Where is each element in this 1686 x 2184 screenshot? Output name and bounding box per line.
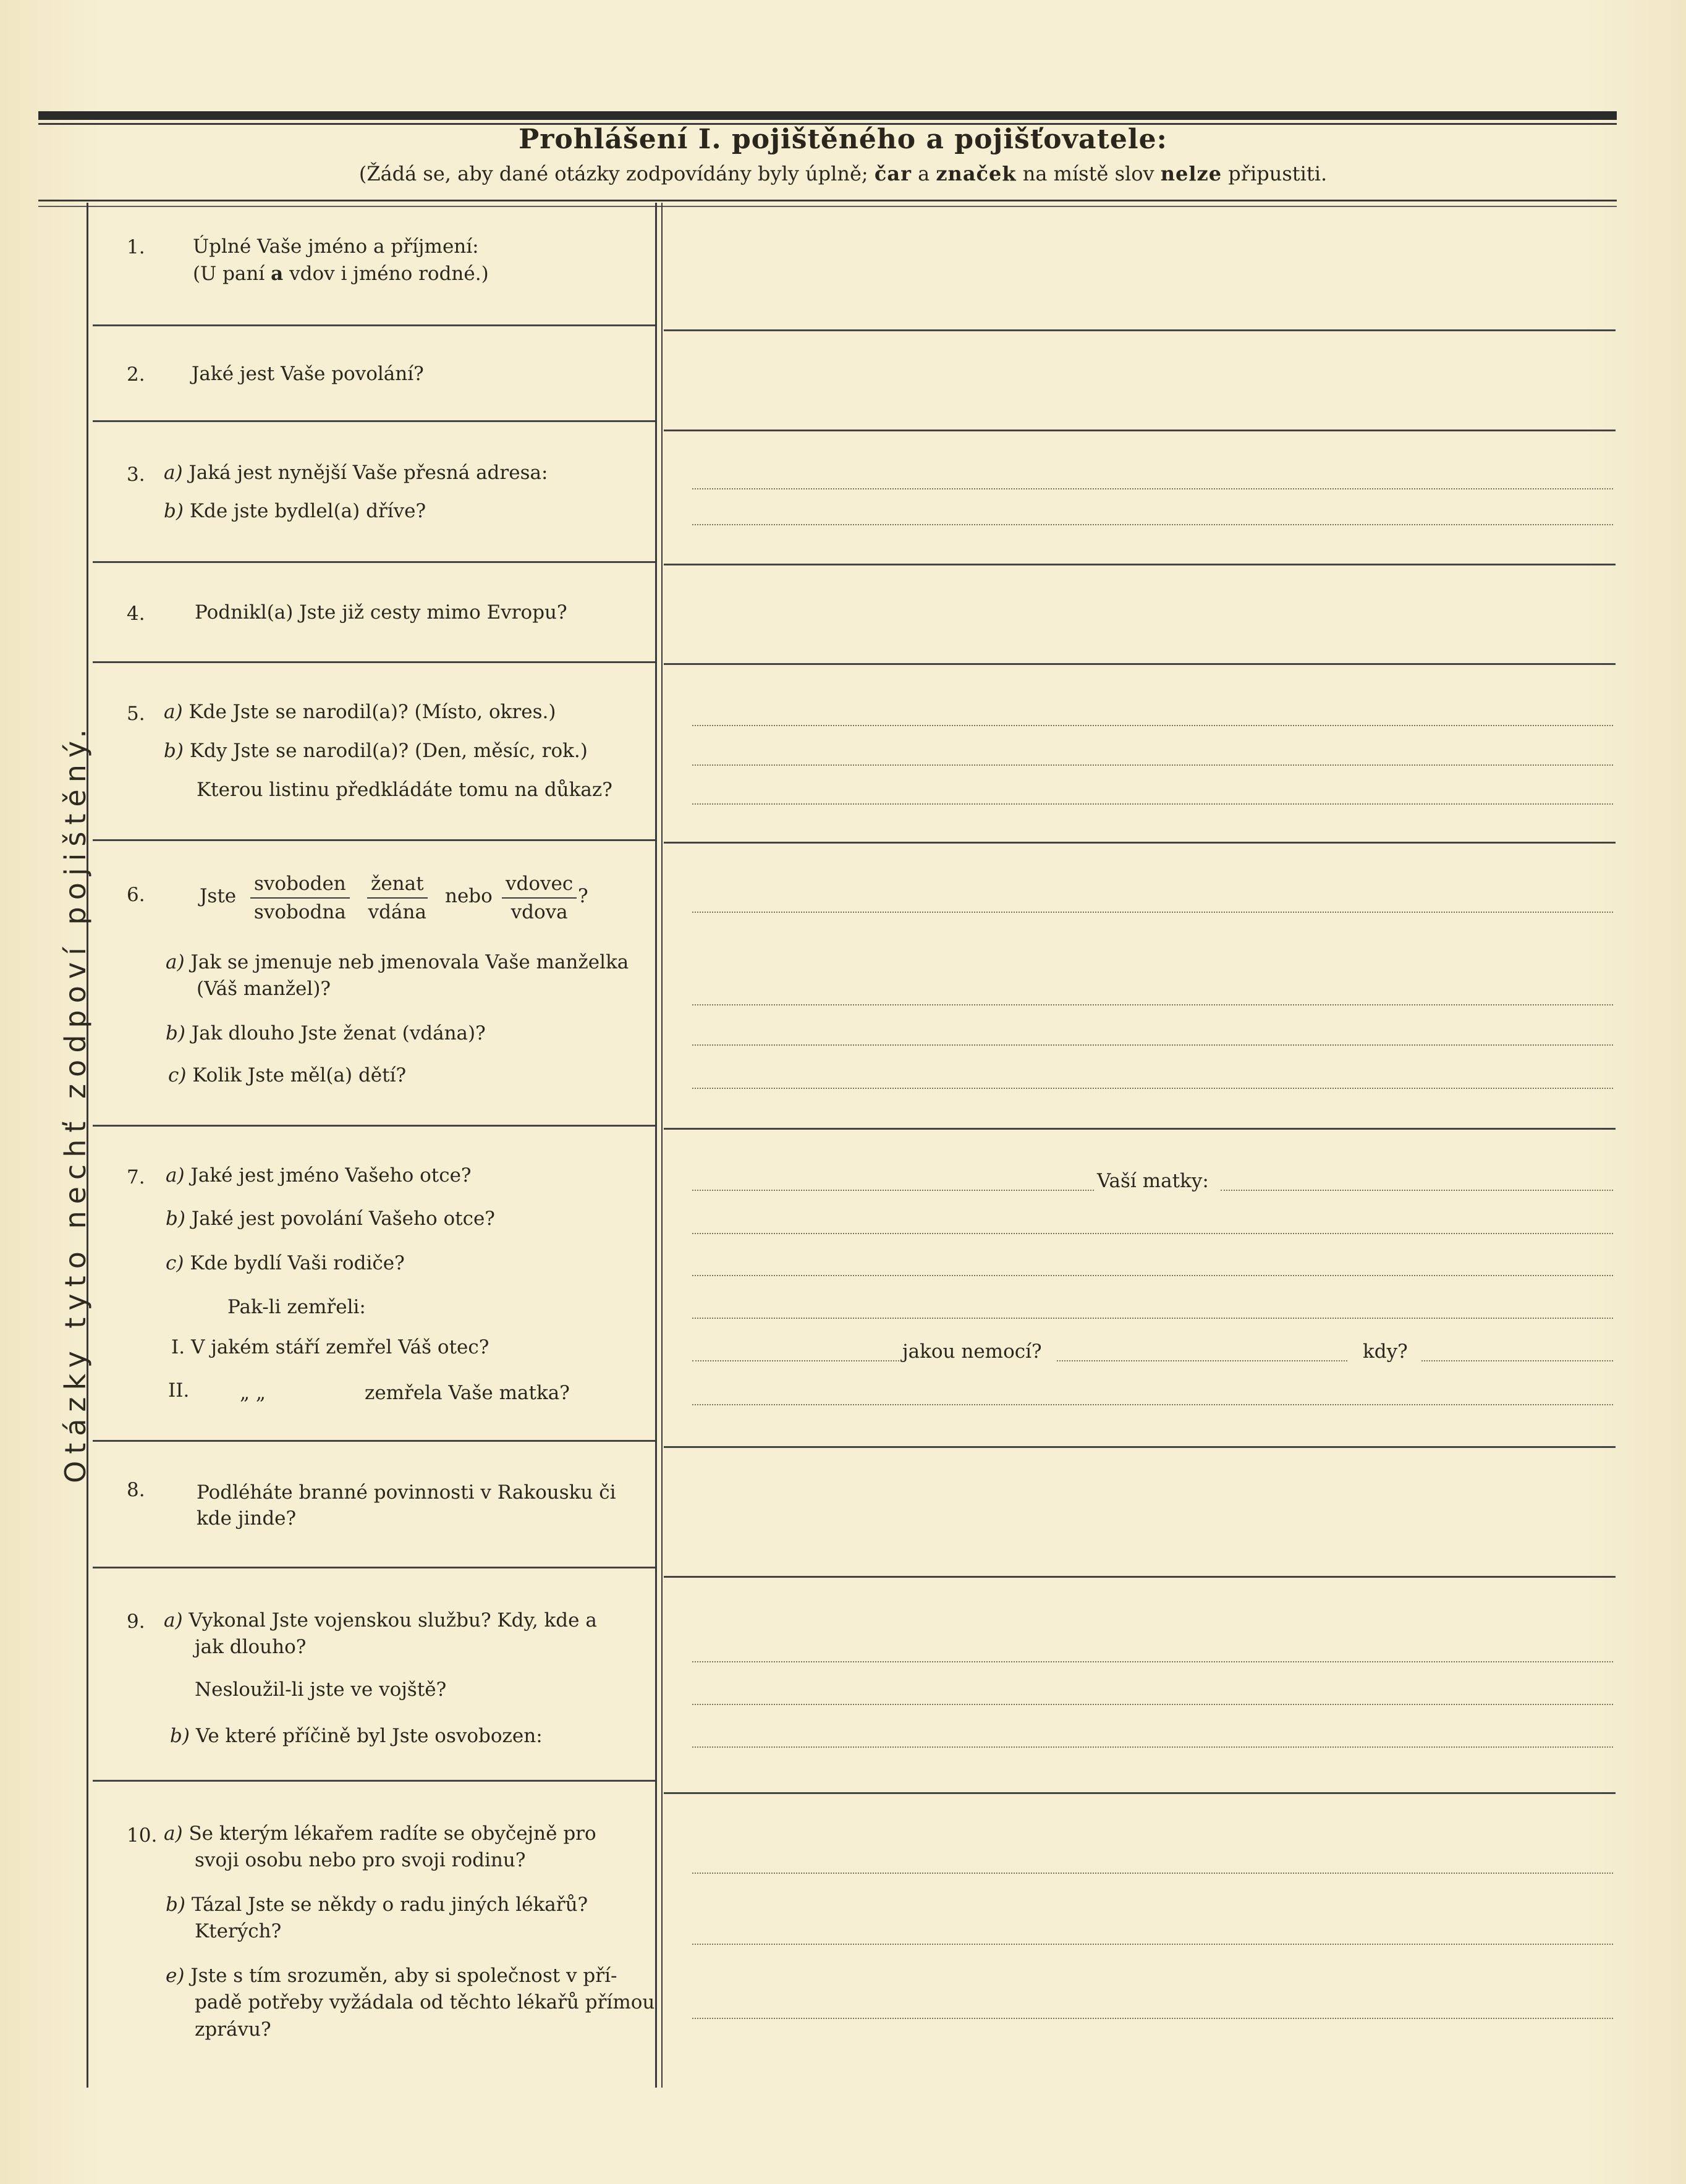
q10e-line3: zprávu? [195,2018,271,2041]
q7-jakou-nemoci-label: jakou nemocí? [902,1340,1042,1363]
q7-nemoci-answer-line [1057,1360,1347,1361]
row-separator-right [664,430,1616,431]
q9a-answer-line [692,1661,1613,1662]
q7a-text: Jaké jest jméno Vašeho otce? [190,1164,472,1187]
q6c-text: Kolik Jste měl(a) dětí? [192,1064,407,1086]
q1-text: Úplné Vaše jméno a příjmení: [193,235,479,258]
q7c-answer-line-2 [692,1318,1613,1319]
q9-number: 9. [127,1610,145,1633]
q6-vdova: vdova [510,901,568,923]
q6b-text: Jak dlouho Jste ženat (vdána)? [191,1022,486,1044]
subtitle-bold-car: čar [874,162,912,185]
form-subtitle [0,162,1686,185]
q6-svoboden: svoboden [250,871,350,899]
subtitle-post: připustiti. [1228,162,1328,185]
header-separator [38,200,1617,201]
q6-fraction-svoboden [250,871,350,925]
q7c [166,1250,405,1277]
q4-number: 4. [127,603,145,625]
q9a-line2: jak dlouho? [195,1636,307,1658]
q10a-line2: svoji osobu nebo pro svoji rodinu? [195,1849,526,1871]
q5b [164,737,588,764]
q8-text-line2: kde jinde? [197,1507,297,1530]
row-separator [93,1440,655,1442]
q7-i-text: V jakém stáří zemřel Váš otec? [190,1336,489,1358]
q10-number: 10. [127,1824,158,1847]
form-title: Prohlášení I. pojištěného a pojišťovatele: [519,124,1167,155]
q10b-text: Tázal Jste se někdy o radu jiných lékařů? [191,1894,588,1916]
q6a-line2: (Váš manžel)? [197,978,331,1000]
q6-vdovec: vdovec [502,871,577,899]
row-separator [93,420,655,422]
q7b-text: Jaké jest povolání Vašeho otce? [191,1208,495,1230]
q10a-label: a) [164,1822,183,1845]
q6-nebo: nebo [445,885,493,907]
q7-vasi-matky-label: Vaší matky: [1097,1170,1209,1192]
row-separator [93,661,655,663]
q8-text: Podléháte branné povinnosti v Rakousku či [197,1481,616,1504]
q9-nesl: Nesloužil-li jste ve vojště? [195,1678,447,1701]
q9b-text: Ve které příčině byl Jste osvobozen: [195,1725,543,1747]
q7-number: 7. [127,1166,145,1188]
q5b-label: b) [164,740,184,762]
q1-line2-post: vdov i jméno rodné.) [289,263,489,285]
q7c-label: c) [166,1252,184,1274]
q5b-answer-line [692,764,1613,766]
q10a [164,1820,596,1847]
q10e [166,1962,617,1989]
row-separator-right [664,842,1616,844]
q10a-answer-line [692,1873,1613,1874]
q6c-answer-line [692,1088,1613,1089]
q6c [168,1062,406,1089]
q7b-answer-line [692,1233,1613,1234]
q7c-text: Kde bydlí Vaši rodiče? [190,1252,405,1274]
q9b [170,1722,543,1750]
q7a [166,1162,472,1189]
q10e-line2: padě potřeby vyžádala od těchto lékařů přímou [195,1991,655,2013]
q3b-label: b) [164,500,184,522]
q9a [164,1607,597,1634]
q7-kdy-answer-line [1421,1360,1613,1361]
q8-number: 8. [127,1479,145,1501]
q6b [166,1020,486,1047]
q10e-answer-line [692,2018,1613,2019]
row-separator [93,839,655,841]
q7b [166,1205,495,1232]
subtitle-bold-znacek: značek [936,162,1017,185]
q3b [164,497,426,525]
q7a-label: a) [166,1164,185,1187]
row-separator [93,1125,655,1127]
row-separator-right [664,1128,1616,1130]
q2-text: Jaké jest Vaše povolání? [192,363,424,385]
row-separator-right [664,1576,1616,1578]
q9b-label: b) [170,1725,190,1747]
column-divider-line [655,203,657,2088]
row-separator-right [664,564,1616,565]
q7-i-label: I. [171,1336,185,1358]
q2-number: 2. [127,363,145,386]
q5b-text: Kdy Jste se narodil(a)? (Den, měsíc, rok.) [189,740,588,762]
q7-ii-ditto: „ „ [240,1382,266,1404]
q9b-answer-line [692,1746,1613,1748]
q1-text-line2 [193,260,489,287]
row-separator [93,1780,655,1782]
q6a-text: Jak se jmenuje neb jmenovala Vaše manželka [190,951,629,973]
row-separator-right [664,329,1616,331]
q7-ii-answer-line [692,1404,1613,1405]
row-separator-right [664,663,1616,665]
q7a-answer-line [692,1190,1094,1191]
q10b-label: b) [166,1894,185,1916]
q5a-label: a) [164,701,183,723]
q5a-text: Kde Jste se narodil(a)? (Místo, okres.) [189,701,556,723]
q7b-label: b) [166,1208,185,1230]
q9-nesl-answer-line [692,1704,1613,1705]
q6b-answer-line [692,1044,1613,1046]
q6a-answer-line [692,1004,1613,1005]
q7-matky-answer-line [1221,1190,1613,1191]
column-divider-line-2 [661,203,663,2088]
row-separator-right [664,1446,1616,1448]
q6-svobodna: svobodna [253,901,346,923]
q1-line2-bold: a [271,263,284,285]
q6b-label: b) [166,1022,185,1044]
q6-zenat: ženat [367,871,428,899]
q3b-answer-line [692,524,1613,525]
q5a-answer-line [692,725,1613,726]
q6-question-mark: ? [578,885,588,907]
q3a-text: Jaká jest nynější Vaše přesná adresa: [189,462,548,484]
q5c-answer-line [692,803,1613,805]
q7-ii-text: zemřela Vaše matka? [365,1382,570,1404]
q3a-answer-line [692,488,1613,489]
q9a-label: a) [164,1609,183,1632]
q6-number: 6. [127,884,145,906]
side-note: Otázky tyto nechť zodpoví pojištěný. [59,722,92,1483]
q10e-text: Jste s tím srozuměn, aby si společnost v pří- [190,1965,617,1987]
header-separator-thin [38,206,1617,207]
subtitle-mid1: a [918,162,930,185]
q6c-label: c) [168,1064,187,1086]
q7c-answer-line [692,1275,1613,1276]
q3b-text: Kde jste bydlel(a) dříve? [189,500,426,522]
q10a-text: Se kterým lékařem radíte se obyčejně pro [189,1822,596,1845]
q7-i-answer-line [692,1360,899,1361]
q10b-line2: Kterých? [195,1920,282,1942]
q5-number: 5. [127,703,145,725]
row-separator [93,324,655,326]
q6-answer-line [692,912,1613,913]
top-thick-rule [38,111,1617,120]
subtitle-pre: (Žádá se, aby dané otázky zodpovídány byly úplně; [358,162,868,185]
q6a-label: a) [166,951,185,973]
q3a [164,459,548,486]
q3a-label: a) [164,462,183,484]
q6-fraction-zenat [367,871,428,925]
q7-kdy-label: kdy? [1363,1340,1408,1363]
q7-ii-label: II. [168,1379,190,1402]
row-separator [93,561,655,563]
q6a [166,949,629,976]
q4-text: Podnikl(a) Jste již cesty mimo Evropu? [195,601,567,624]
q10b-answer-line [692,1944,1613,1945]
q1-number: 1. [127,236,145,258]
q6-fraction-vdovec [502,871,577,925]
q6-vdana: vdána [368,901,426,923]
q7-pakli: Pak-li zemřeli: [227,1296,366,1318]
q5a [164,698,556,726]
subtitle-mid2: na místě slov [1022,162,1154,185]
row-separator [93,1567,655,1568]
subtitle-bold-nelze: nelze [1160,162,1222,185]
q9a-text: Vykonal Jste vojenskou službu? Kdy, kde a [189,1609,597,1632]
q5c: Kterou listinu předkládáte tomu na důkaz? [197,779,612,801]
q10b [166,1891,588,1918]
q10e-label: e) [166,1965,185,1987]
q3-number: 3. [127,463,145,486]
q1-line2-pre: (U paní [193,263,265,285]
q6-jste: Jste [200,885,237,907]
row-separator-right [664,1792,1616,1794]
q7-i [171,1334,489,1361]
